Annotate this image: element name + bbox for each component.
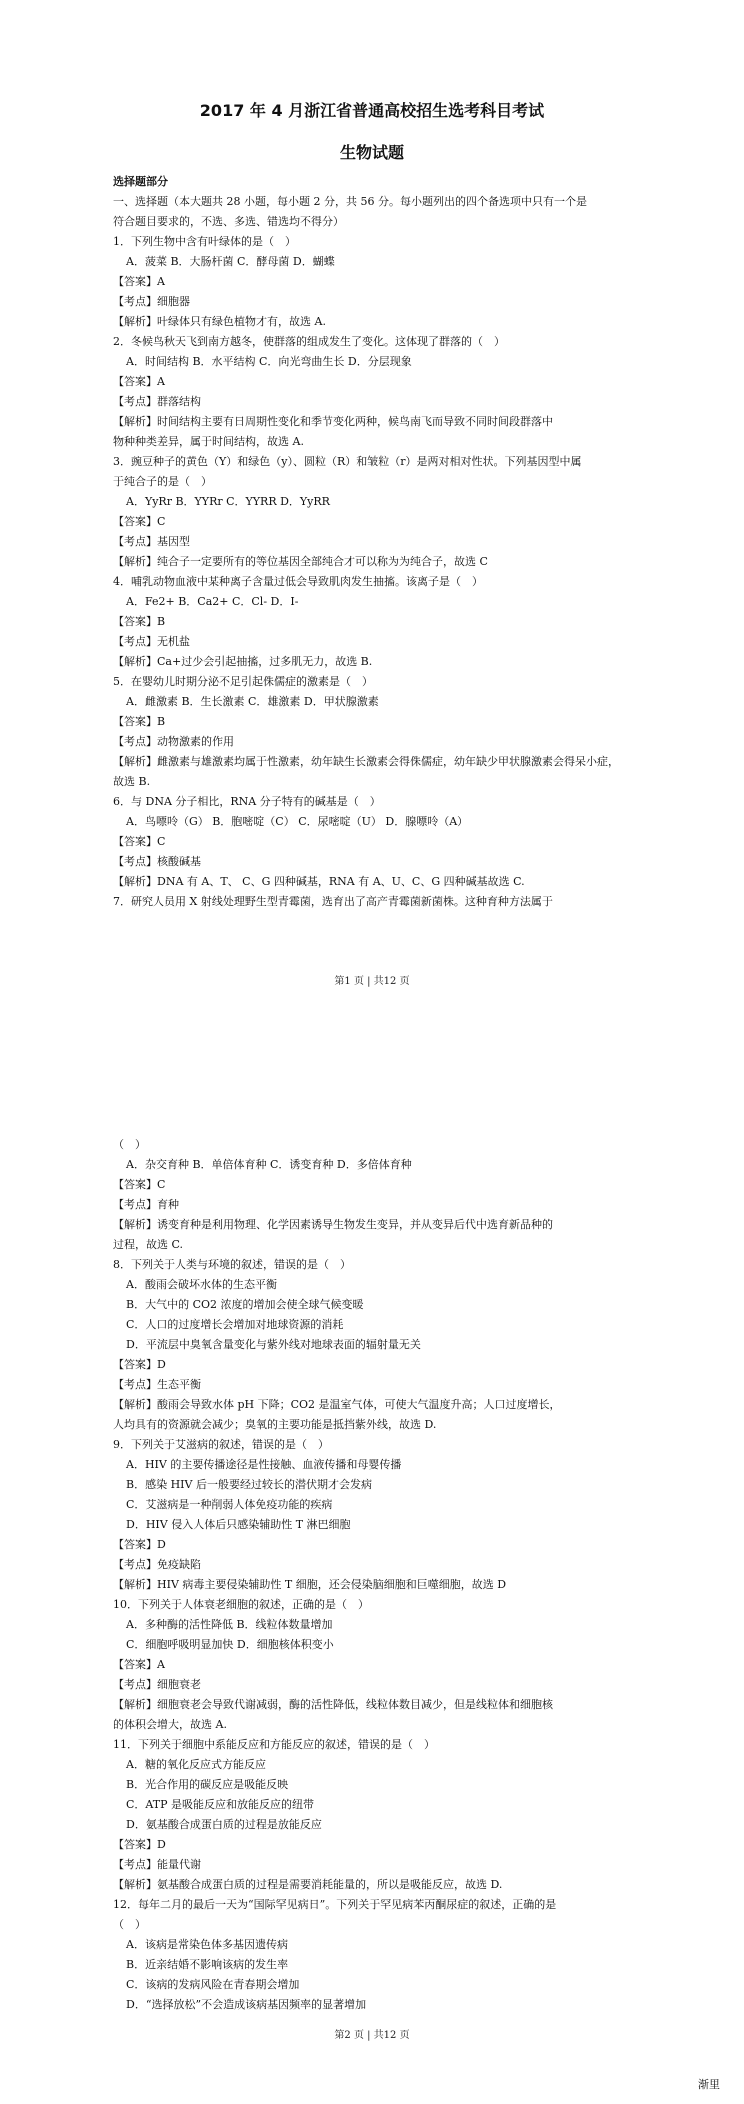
text-line: 【答案】D bbox=[113, 1838, 166, 1851]
text-line: 【解析】纯合子一定要所有的等位基因全部纯合才可以称为为纯合子，故选 C bbox=[113, 555, 488, 568]
text-line: 【答案】B bbox=[113, 715, 166, 728]
text-line: 【解析】Ca+过少会引起抽搐，过多肌无力，故选 B. bbox=[113, 655, 373, 668]
corner-mark: 渐里 bbox=[698, 2078, 720, 2091]
text-line: 【考点】免疫缺陷 bbox=[113, 1558, 201, 1571]
text-line: 【答案】A bbox=[113, 375, 165, 388]
text-line: 【解析】叶绿体只有绿色植物才有，故选 A. bbox=[113, 315, 326, 328]
text-line: 5．在婴幼儿时期分泌不足引起侏儒症的激素是（ ） bbox=[113, 675, 373, 688]
text-line: B．近亲结婚不影响该病的发生率 bbox=[126, 1958, 289, 1971]
text-line: A．HIV 的主要传播途径是性接触、血液传播和母婴传播 bbox=[126, 1458, 402, 1471]
text-line: 【解析】酸雨会导致水体 pH 下降；CO2 是温室气体，可使大气温度升高；人口过度增长， bbox=[113, 1398, 561, 1411]
text-line: 12．每年二月的最后一天为“国际罕见病日”。下列关于罕见病苯丙酮尿症的叙述，正确的是 bbox=[113, 1898, 557, 1911]
page-2 bbox=[0, 1132, 744, 2041]
exam-subtitle: 生物试题 bbox=[339, 143, 404, 162]
text-line: B．光合作用的碳反应是吸能反映 bbox=[126, 1778, 289, 1791]
text-line: 【考点】动物激素的作用 bbox=[113, 735, 234, 748]
text-line: 2．冬候鸟秋天飞到南方越冬，使群落的组成发生了变化。这体现了群落的（ ） bbox=[113, 335, 505, 348]
text-line: 【解析】时间结构主要有日周期性变化和季节变化两种，候鸟南飞而导致不同时间段群落中 bbox=[113, 415, 553, 428]
text-line: 【考点】无机盐 bbox=[113, 635, 190, 648]
text-line: 物种种类差异，属于时间结构，故选 A. bbox=[113, 435, 304, 448]
text-line: C．该病的发病风险在青春期会增加 bbox=[126, 1978, 300, 1991]
text-line: 10．下列关于人体衰老细胞的叙述，正确的是（ ） bbox=[113, 1598, 369, 1611]
text-line: 【答案】C bbox=[113, 515, 166, 528]
page-1-content bbox=[113, 172, 633, 912]
text-line: 6．与 DNA 分子相比，RNA 分子特有的碱基是（ ） bbox=[113, 795, 381, 808]
text-line: A．糖的氧化反应式方能反应 bbox=[126, 1758, 266, 1771]
text-line: B．大气中的 CO2 浓度的增加会使全球气候变暖 bbox=[126, 1298, 364, 1311]
text-line: C．细胞呼吸明显加快 D．细胞核体积变小 bbox=[126, 1638, 334, 1651]
text-line: 【解析】氨基酸合成蛋白质的过程是需要消耗能量的，所以是吸能反应，故选 D. bbox=[113, 1878, 503, 1891]
text-line: 8．下列关于人类与环境的叙述，错误的是（ ） bbox=[113, 1258, 351, 1271]
text-line: 7．研究人员用 X 射线处理野生型青霉菌，选育出了高产青霉菌新菌株。这种育种方法属于 bbox=[113, 895, 553, 908]
text-line: A．雌激素 B．生长激素 C．雄激素 D．甲状腺激素 bbox=[126, 695, 379, 708]
text-line: A．YyRr B．YYRr C．YYRR D．YyRR bbox=[126, 495, 330, 508]
text-line: 【解析】HIV 病毒主要侵染辅助性 T 细胞，还会侵染脑细胞和巨噬细胞，故选 D bbox=[113, 1578, 507, 1591]
text-line: 【考点】核酸碱基 bbox=[113, 855, 201, 868]
text-line: （ ） bbox=[113, 1138, 146, 1151]
text-line: 【答案】A bbox=[113, 1658, 165, 1671]
text-line: C．艾滋病是一种削弱人体免疫功能的疾病 bbox=[126, 1498, 333, 1511]
text-line: D．HIV 侵入人体后只感染辅助性 T 淋巴细胞 bbox=[126, 1518, 351, 1531]
text-line: A．菠菜 B．大肠杆菌 C．酵母菌 D．蝴蝶 bbox=[126, 255, 335, 268]
text-line: D．“选择放松”不会造成该病基因频率的显著增加 bbox=[126, 1998, 367, 2011]
text-line: C．人口的过度增长会增加对地球资源的消耗 bbox=[126, 1318, 344, 1331]
text-line: 的体积会增大，故选 A. bbox=[113, 1718, 227, 1731]
text-line: （ ） bbox=[113, 1918, 146, 1931]
text-line: 选择题部分 bbox=[113, 175, 168, 188]
page-footer: 第2 页 | 共12 页 bbox=[334, 2030, 410, 2041]
text-line: C．ATP 是吸能反应和放能反应的纽带 bbox=[126, 1798, 314, 1811]
text-line: 1．下列生物中含有叶绿体的是（ ） bbox=[113, 235, 296, 248]
page-1 bbox=[0, 0, 744, 1000]
text-line: 【解析】诱变育种是利用物理、化学因素诱导生物发生变异，并从变异后代中选育新品种的 bbox=[113, 1218, 553, 1231]
text-line: 【解析】DNA 有 A、T、 C、G 四种碱基，RNA 有 A、U、C、G 四种碱基故选 C. bbox=[113, 875, 525, 888]
text-line: 符合题目要求的，不选、多选、错选均不得分） bbox=[113, 215, 344, 228]
text-line: A．该病是常染色体多基因遗传病 bbox=[126, 1938, 288, 1951]
text-line: 4．哺乳动物血液中某种离子含量过低会导致肌肉发生抽搐。该离子是（ ） bbox=[113, 575, 483, 588]
text-line: B．感染 HIV 后一般要经过较长的潜伏期才会发病 bbox=[126, 1478, 372, 1491]
exam-title: 2017 年 4 月浙江省普通高校招生选考科目考试 bbox=[199, 101, 545, 120]
text-line: 【答案】B bbox=[113, 615, 166, 628]
text-line: D．氨基酸合成蛋白质的过程是放能反应 bbox=[126, 1818, 322, 1831]
text-line: 【考点】能量代谢 bbox=[113, 1858, 201, 1871]
page-footer: 第1 页 | 共12 页 bbox=[334, 976, 410, 987]
text-line: 【答案】C bbox=[113, 1178, 166, 1191]
text-line: A．Fe2+ B．Ca2+ C．Cl- D．I- bbox=[126, 595, 299, 608]
page-2-content bbox=[113, 1135, 633, 2015]
text-line: 【答案】D bbox=[113, 1538, 166, 1551]
text-line: A．鸟嘌呤（G） B．胞嘧啶（C） C．尿嘧啶（U） D．腺嘌呤（A） bbox=[126, 815, 469, 828]
text-line: A．酸雨会破坏水体的生态平衡 bbox=[126, 1278, 277, 1291]
text-line: 【考点】群落结构 bbox=[113, 395, 201, 408]
text-line: A．时间结构 B．水平结构 C．向光弯曲生长 D．分层现象 bbox=[126, 355, 412, 368]
text-line: A．杂交育种 B．单倍体育种 C．诱变育种 D．多倍体育种 bbox=[126, 1158, 412, 1171]
text-line: 【答案】C bbox=[113, 835, 166, 848]
text-line: 【考点】育种 bbox=[113, 1198, 179, 1211]
text-line: 【解析】细胞衰老会导致代谢减弱，酶的活性降低，线粒体数目减少，但是线粒体和细胞核 bbox=[113, 1698, 553, 1711]
text-line: 【考点】细胞器 bbox=[113, 295, 190, 308]
text-line: 过程，故选 C. bbox=[113, 1238, 184, 1251]
text-line: 9．下列关于艾滋病的叙述，错误的是（ ） bbox=[113, 1438, 329, 1451]
text-line: 【考点】细胞衰老 bbox=[113, 1678, 201, 1691]
text-line: 【答案】A bbox=[113, 275, 165, 288]
text-line: 【答案】D bbox=[113, 1358, 166, 1371]
text-line: 故选 B. bbox=[113, 775, 151, 788]
text-line: 11．下列关于细胞中系能反应和方能反应的叙述，错误的是（ ） bbox=[113, 1738, 435, 1751]
text-line: 人均具有的资源就会减少；臭氧的主要功能是抵挡紫外线，故选 D. bbox=[113, 1418, 437, 1431]
text-line: 【考点】基因型 bbox=[113, 535, 190, 548]
text-line: 于纯合子的是（ ） bbox=[113, 475, 212, 488]
text-line: A．多种酶的活性降低 B．线粒体数量增加 bbox=[126, 1618, 333, 1631]
text-line: D．平流层中臭氧含量变化与紫外线对地球表面的辐射量无关 bbox=[126, 1338, 421, 1351]
text-line: 【解析】雌激素与雄激素均属于性激素，幼年缺生长激素会得侏儒症，幼年缺少甲状腺激素会得呆小症， bbox=[113, 755, 619, 768]
text-line: 【考点】生态平衡 bbox=[113, 1378, 201, 1391]
text-line: 一、选择题（本大题共 28 小题，每小题 2 分，共 56 分。每小题列出的四个备选项中只有一个是 bbox=[113, 195, 587, 208]
text-line: 3．豌豆种子的黄色（Y）和绿色（y）、圆粒（R）和皱粒（r）是两对相对性状。下列基因型中属 bbox=[113, 455, 582, 468]
